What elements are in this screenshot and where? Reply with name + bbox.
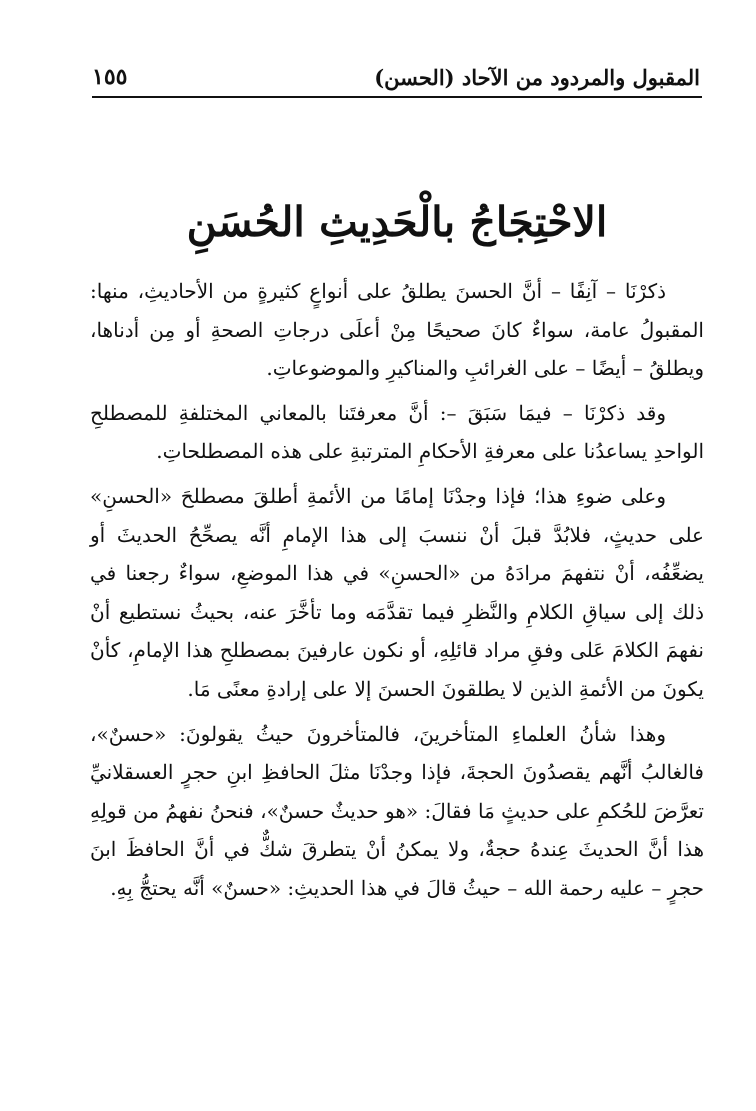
running-header	[92, 60, 700, 94]
header-title: المقبول والمردود من الآحاد (الحسن)	[374, 64, 700, 90]
paragraph-1: ذكرْنَا – آنِفًا – أنَّ الحسنَ يطلقُ على أنواعٍ كثيرةٍ من الأحاديثِ، منها: المقبولُ عامة، سواءٌ كانَ صحيحًا مِنْ أعلَى درجاتِ الصحةِ أو مِن أدناها، ويطلقُ – أيضًا – على الغرائبِ والمناكيرِ والموضوعاتِ.	[90, 279, 704, 381]
body-text	[90, 272, 704, 914]
paragraph-3: وعلى ضوءِ هذا؛ فإذا وجدْنَا إمامًا من الأئمةِ أطلقَ مصطلحَ «الحسنِ» على حديثٍ، فلابُدَّ قبلَ أنْ ننسبَ إلى هذا الإمامِ أنَّه يصحِّحُ الحديثَ أو يضعِّفُه، أنْ نتفهمَ مرادَهُ من «الحسنِ» في هذا الموضعِ، سواءٌ رجعنا في ذلك إلى سياقِ الكلامِ والنَّظرِ فيما تقدَّمَه وما تأخَّرَ عنه، بحيثُ نستطيع أنْ نفهمَ الكلامَ عَلى وفقِ مراد قائلِهِ، أو نكون عارفينَ بمصطلحِ هذا الإمامِ، كأنْ يكونَ من الأئمةِ الذين لا يطلقونَ الحسنَ إلا على إرادةِ معنًى مَا.	[90, 483, 704, 701]
chapter-title: الاحْتِجَاجُ بالْحَدِيثِ الحُسَنِ	[186, 198, 608, 246]
paragraph-4: وهذا شأنُ العلماءِ المتأخرينَ، فالمتأخرونَ حيثُ يقولونَ: «حسنٌ»، فالغالبُ أنَّهم يقصدُونَ الحجةَ، فإذا وجدْنَا مثلَ الحافظِ ابنِ حجرٍ العسقلانيِّ تعرَّضَ للحُكمِ على حديثٍ مَا فقالَ: «هو حديثٌ حسنٌ»، فنحنُ نفهمُ من قولِهِ هذا أنَّ الحديثَ عِندهُ حجةٌ، ولا يمكنُ أنْ يتطرقَ شكٌّ في أنَّ الحافظَ ابنَ حجرٍ – عليه رحمة الله – حيثُ قالَ في هذا الحديثِ: «حسنٌ» أنَّه يحتجُّ بِهِ.	[90, 721, 704, 900]
page-number: ١٥٥	[92, 64, 128, 90]
header-divider	[92, 96, 702, 98]
paragraph-2: وقد ذكرْنَا – فيمَا سَبَقَ –: أنَّ معرفتَنا بالمعاني المختلفةِ للمصطلحِ الواحدِ يساعدُنا على معرفةِ الأحكامِ المترتبةِ على هذه المصطلحاتِ.	[90, 400, 704, 464]
